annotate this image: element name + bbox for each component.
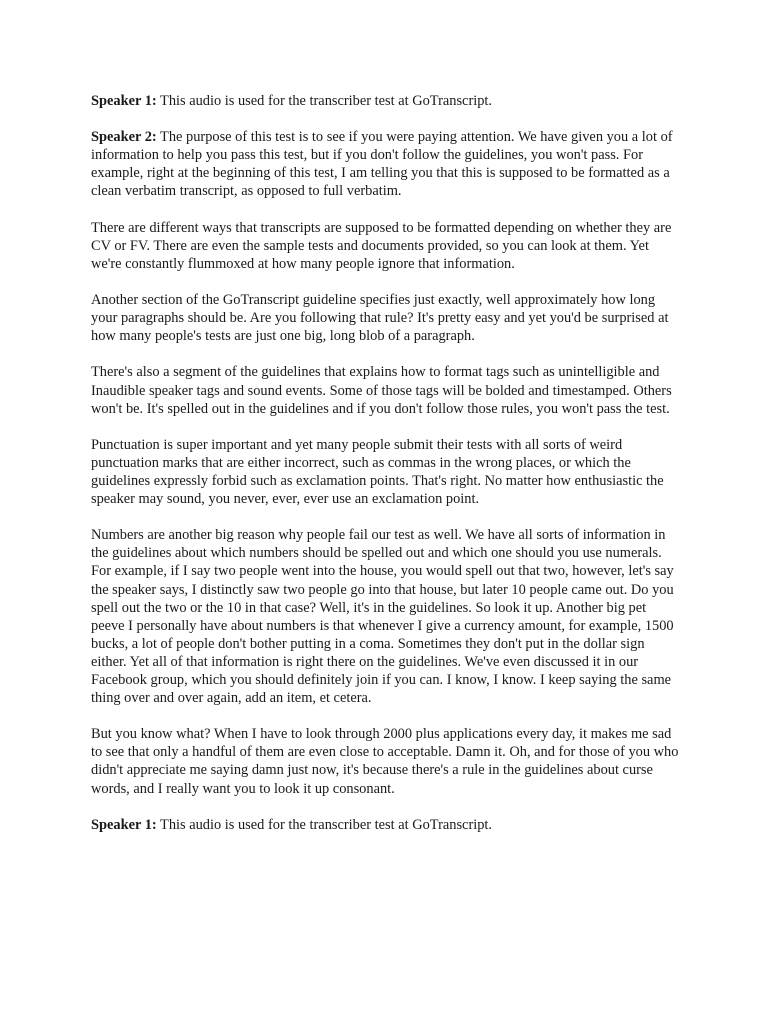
transcript-paragraph [91, 291, 681, 345]
transcript-paragraph [91, 725, 681, 797]
transcript-paragraph-speaker-1 [91, 92, 681, 110]
transcript-paragraph [91, 526, 681, 707]
paragraph-text: There are different ways that transcripts are supposed to be formatted depending on whether they are CV or FV. There are even the sample tests and documents provided, so you can look at them. Yet we're constantly flummoxed at how many people ignore that information. [91, 219, 672, 272]
transcript-paragraph [91, 219, 681, 273]
paragraph-text: This audio is used for the transcriber test at GoTranscript. [156, 816, 493, 833]
paragraph-text: There's also a segment of the guidelines that explains how to format tags such as unintelligible and Inaudible speaker tags and sound events. Some of those tags will be bolded and timestamped. Others won't be. It's spelled out in the guidelines and if you don't follow those rules, you won't pass the test. [91, 364, 672, 417]
paragraph-text: Another section of the GoTranscript guideline specifies just exactly, well approximately how long your paragraphs should be. Are you following that rule? It's pretty easy and yet you'd be surprised at how many people's tests are just one big, long blob of a paragraph. [91, 292, 669, 345]
transcript-page [91, 92, 681, 852]
paragraph-text: Numbers are another big reason why people fail our test as well. We have all sorts of information in the guidelines about which numbers should be spelled out and which one should you use numerals. For example, if I say two people went into the house, you would spell out that two, however, let's say the speaker says, I distinctly saw two people go into that house, but later 10 people came out. Do you spell out the two or the 10 in that case? Well, it's in the guidelines. So look it up. Another big pet peeve I personally have about numbers is that whenever I give a currency amount, for example, 1500 bucks, a lot of people don't bother putting in a coma. Sometimes they don't put in the dollar sign either. Yet all of that information is right there on the guidelines. We've even discussed it in our Facebook group, which you should definitely join if you can. I know, I know. I keep saying the same thing over and over again, add an item, et cetera. [91, 527, 674, 707]
transcript-paragraph-speaker-2 [91, 128, 681, 200]
paragraph-text: This audio is used for the transcriber test at GoTranscript. [156, 93, 493, 109]
transcript-paragraph [91, 436, 681, 508]
paragraph-text: But you know what? When I have to look through 2000 plus applications every day, it makes me sad to see that only a handful of them are even close to acceptable. Damn it. Oh, and for those of you who didn't appreciate me saying damn just now, it's because there's a rule in the guidelines about curse words, and I really want you to look it up consonant. [91, 726, 679, 797]
transcript-paragraph-speaker-1-closing [91, 816, 681, 834]
speaker-label: Speaker 2: [91, 129, 157, 146]
paragraph-text: Punctuation is super important and yet many people submit their tests with all sorts of weird punctuation marks that are either incorrect, such as commas in the wrong places, or which the guidelines expressly forbid such as exclamation points. That's right. No matter how enthusiastic the speaker may sound, you never, ever, ever use an exclamation point. [91, 436, 664, 508]
paragraph-text: The purpose of this test is to see if you were paying attention. We have given you a lot of information to help you pass this test, but if you don't follow the guidelines, you won't pass. For example, right at the beginning of this test, I am telling you that this is supposed to be formatted as a clean verbatim transcript, as opposed to full verbatim. [91, 129, 673, 200]
speaker-label: Speaker 1: [91, 816, 157, 833]
transcript-paragraph [91, 363, 681, 417]
speaker-label: Speaker 1: [91, 93, 157, 109]
